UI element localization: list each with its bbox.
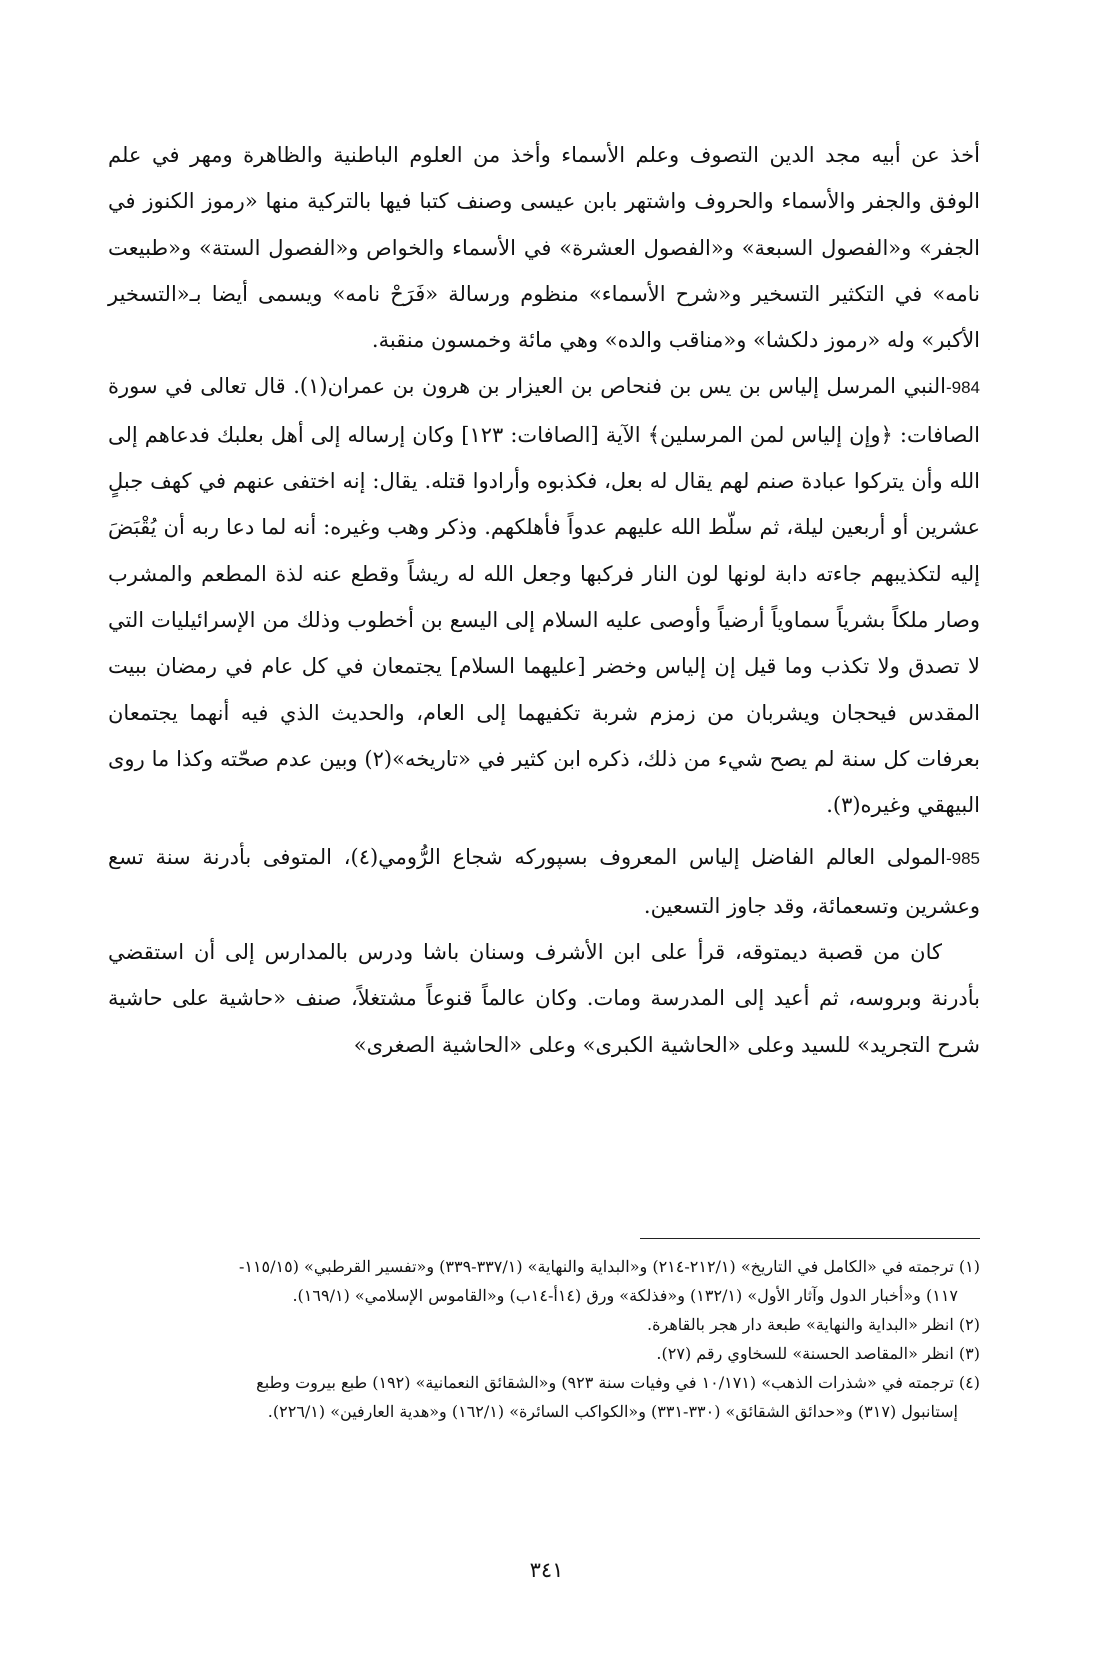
footnote — [108, 1368, 980, 1426]
footnote-marker: (٢) — [958, 1315, 980, 1334]
page-number: ٣٤١ — [529, 1558, 564, 1582]
footnote-text: انظر «المقاصد الحسنة» للسخاوي رقم (٢٧). — [656, 1344, 954, 1363]
entry-985 — [108, 834, 980, 929]
footnote-text: ترجمته في «الكامل في التاريخ» (٢١٢/١-٢١٤) و«البداية والنهاية» (٣٣٧/١-٣٣٩) و«تفسير القرطبي» (١١٥/١٥- — [238, 1257, 954, 1276]
footnote-marker: (٣) — [958, 1344, 980, 1363]
intro-paragraph: أخذ عن أبيه مجد الدين التصوف وعلم الأسماء وأخذ من العلوم الباطنية والظاهرة ومهر في علم الوفق والجفر والأسماء والحروف واشتهر بابن عيسى وصنف كتبا فيها بالتركية منها «رموز الكنوز في الجفر» و«الفصول السبعة» و«الفصول العشرة» في الأسماء والخواص و«الفصول الستة» و«طبيعت نامه» في التكثير التسخير و«شرح الأسماء» منظوم ورسالة «فَرَحْ نامه» ويسمى أيضا بـ«التسخير الأكبر» وله «رموز دلكشا» و«مناقب والده» وهي مائة وخمسون منقبة. — [108, 143, 980, 353]
footnote-text: ترجمته في «شذرات الذهب» (١٠/١٧١ في وفيات سنة ٩٢٣) و«الشقائق النعمانية» (١٩٢) طبع بيروت وطبع — [256, 1373, 954, 1392]
footnote — [108, 1310, 980, 1339]
footnote — [108, 1252, 980, 1310]
footnote — [108, 1339, 980, 1368]
entry-985-biography: كان من قصبة ديمتوقه، قرأ على ابن الأشرف وسنان باشا ودرس بالمدارس إلى أن استقضي بأدرنة وبروسه، ثم أعيد إلى المدرسة ومات. وكان عالماً قنوعاً مشتغلاً، صنف «حاشية على حاشية شرح التجريد» للسيد وعلى «الحاشية الكبرى» وعلى «الحاشية الصغرى» — [108, 940, 980, 1057]
entry-number: 985- — [945, 849, 980, 869]
footnote-text-continued: ١١٧) و«أخبار الدول وآثار الأول» (١٣٢/١) و«فذلكة» ورق (١٤أ-١٤ب) و«القاموس الإسلامي» (١٦٩/١). — [292, 1286, 958, 1305]
footnote-text: انظر «البداية والنهاية» طبعة دار هجر بالقاهرة. — [647, 1315, 954, 1334]
footnote-marker: (١) — [958, 1257, 980, 1276]
footnote-marker: (٤) — [958, 1373, 980, 1392]
main-text — [108, 132, 980, 1068]
entry-text: المولى العالم الفاضل إلياس المعروف بسپوركه شجاع الرُّومي(٤)، المتوفى بأدرنة سنة تسع وعشرين وتسعمائة، وقد جاوز التسعين. — [108, 845, 980, 918]
footnote-divider — [640, 1238, 980, 1239]
footnote-text-continued: إستانبول (٣١٧) و«حدائق الشقائق» (٣٣٠-٣٣١) و«الكواكب السائرة» (١٦٢/١) و«هدية العارفين» (٢٢٦/١). — [267, 1402, 958, 1421]
entry-text: النبي المرسل إلياس بن يس بن فنحاص بن العيزار بن هرون بن عمران(١). قال تعالى في سورة الصافات: ﴿وإن إلياس لمن المرسلين﴾ الآية [الصافات: ١٢٣] وكان إرساله إلى أهل بعلبك فدعاهم إلى الله وأن يتركوا عبادة صنم لهم يقال له بعل، فكذبوه وأرادوا قتله. يقال: إنه اختفى عنهم في كهف جبلٍ عشرين أو أربعين ليلة، ثم سلّط الله عليهم عدواً فأهلكهم. وذكر وهب وغيره: أنه لما دعا ربه أن يُقْبَضَ إليه لتكذيبهم جاءته دابة لونها لون النار فركبها وجعل الله له ريشاً وقطع عنه لذة المطعم والمشرب وصار ملكاً بشرياً سماوياً أرضياً وأوصى عليه السلام إلى اليسع بن أخطوب وذلك من الإسرائيليات التي لا تصدق ولا تكذب وما قيل إن إلياس وخضر [عليهما السلام] يجتمعان في كل عام في رمضان ببيت المقدس فيحجان ويشربان من زمزم شربة تكفيهما إلى العام، والحديث الذي فيه أنهما يجتمعان بعرفات كل سنة لم يصح شيء من ذلك، ذكره ابن كثير في «تاريخه»(٢) وبين عدم صحّته وكذا ما روى البيهقي وغيره(٣). — [108, 374, 980, 818]
footnotes — [108, 1252, 980, 1426]
entry-984 — [108, 363, 980, 828]
entry-number: 984- — [945, 378, 980, 398]
